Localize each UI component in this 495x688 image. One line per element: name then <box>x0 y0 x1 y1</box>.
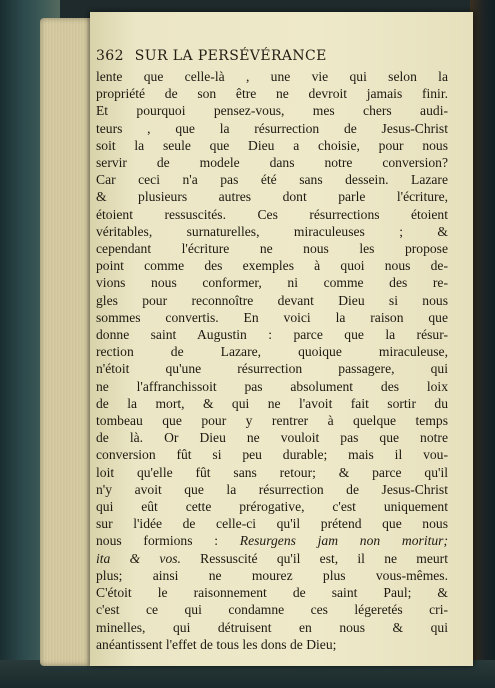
text-segment: Car ceci n'a pas été sans dessein. Lazare <box>96 172 448 188</box>
text-line <box>96 550 448 567</box>
book-cover-right <box>470 0 495 688</box>
text-line <box>96 619 448 636</box>
text-segment: c'est ce qui condamne ces légeretés cri- <box>96 602 448 618</box>
text-line <box>96 206 448 223</box>
latin-quote: ita & vos. <box>96 550 181 566</box>
text-segment: loit qu'elle fût sans retour; & parce qu'il <box>96 464 448 480</box>
text-segment: cependant l'écriture ne nous les propose <box>96 241 448 257</box>
text-segment: véritables, surnaturelles, miraculeuses ; & <box>96 223 448 239</box>
text-segment: Et pourquoi pensez-vous, mes chers audi- <box>96 103 448 119</box>
text-segment: rection de Lazare, quoique miraculeuse, <box>96 344 448 360</box>
text-segment: ne l'affranchissoit pas absolument des loix <box>96 378 448 394</box>
page-edges <box>40 18 92 666</box>
text-line <box>96 515 448 532</box>
text-line <box>96 120 448 137</box>
text-line <box>96 102 448 119</box>
text-line <box>96 636 448 653</box>
text-segment: sur l'idée de celle-ci qu'il prétend que nous <box>96 516 448 532</box>
text-line <box>96 412 448 429</box>
text-line <box>96 343 448 360</box>
text-line <box>96 395 448 412</box>
text-line <box>96 378 448 395</box>
latin-quote: Resurgens jam non moritur; <box>239 533 448 549</box>
text-segment: n'étoit qu'une résurrection passagere, qui <box>96 361 448 377</box>
text-line <box>96 481 448 498</box>
text-line <box>96 429 448 446</box>
text-segment: gles pour reconnoître devant Dieu si nous <box>96 292 448 308</box>
text-line <box>96 85 448 102</box>
text-line <box>96 326 448 343</box>
text-line <box>96 446 448 463</box>
text-line <box>96 567 448 584</box>
text-segment: vions nous conformer, ni comme des re- <box>96 275 448 291</box>
text-segment: tombeau que pour y rentrer à quelque temps <box>96 413 448 429</box>
text-line <box>96 584 448 601</box>
text-line <box>96 223 448 240</box>
text-segment: C'étoit le raisonnement de saint Paul; & <box>96 585 448 601</box>
body-text <box>96 68 448 653</box>
text-line <box>96 188 448 205</box>
text-line <box>96 498 448 515</box>
text-line <box>96 360 448 377</box>
running-title: SUR LA PERSÉVÉRANCE <box>134 48 327 64</box>
text-line <box>96 464 448 481</box>
text-line <box>96 601 448 618</box>
text-segment: conversion fût si peu durable; mais il vou- <box>96 447 448 463</box>
text-line <box>96 137 448 154</box>
text-segment: sommes convertis. En voici la raison que <box>96 309 448 325</box>
running-head <box>96 48 446 64</box>
text-segment: nous formions : <box>96 533 240 549</box>
text-segment: de la mort, & qui ne l'avoit fait sortir du <box>96 395 448 411</box>
text-line <box>96 154 448 171</box>
text-segment: propriété de son être ne devroit jamais finir. <box>96 86 448 102</box>
text-line <box>96 274 448 291</box>
text-line <box>96 257 448 274</box>
text-segment: qui eût cette prérogative, c'est uniquement <box>96 499 448 515</box>
text-segment: de là. Or Dieu ne vouloit pas que notre <box>96 430 448 446</box>
text-line <box>96 292 448 309</box>
text-line <box>96 171 448 188</box>
text-segment: n'y avoit que la résurrection de Jesus-Christ <box>96 481 448 497</box>
text-segment: & plusieurs autres dont parle l'écriture, <box>96 189 448 205</box>
text-segment: donne saint Augustin : parce que la résur- <box>96 327 448 343</box>
text-segment: servir de modele dans notre conversion? <box>96 155 448 171</box>
text-segment: lente que celle-là , une vie qui selon la <box>96 69 448 84</box>
text-line <box>96 240 448 257</box>
text-segment: étoient ressuscités. Ces résurrections étoient <box>96 206 448 222</box>
text-segment: point comme des exemples à quoi nous de- <box>96 258 448 274</box>
page-number: 362 <box>96 48 124 64</box>
text-segment: anéantissent l'effet de tous les dons de Dieu; <box>96 636 337 652</box>
text-segment: soit la seule que Dieu a choisie, pour nous <box>96 137 448 153</box>
text-line <box>96 532 448 549</box>
text-line <box>96 68 448 85</box>
text-segment: minelles, qui détruisent en nous & qui <box>96 619 448 635</box>
text-segment: Ressuscité qu'il est, il ne meurt <box>180 550 448 566</box>
text-segment: plus; ainsi ne mourez plus vous-mêmes. <box>96 567 448 583</box>
text-segment: teurs , que la résurrection de Jesus-Christ <box>96 120 448 136</box>
text-line <box>96 309 448 326</box>
